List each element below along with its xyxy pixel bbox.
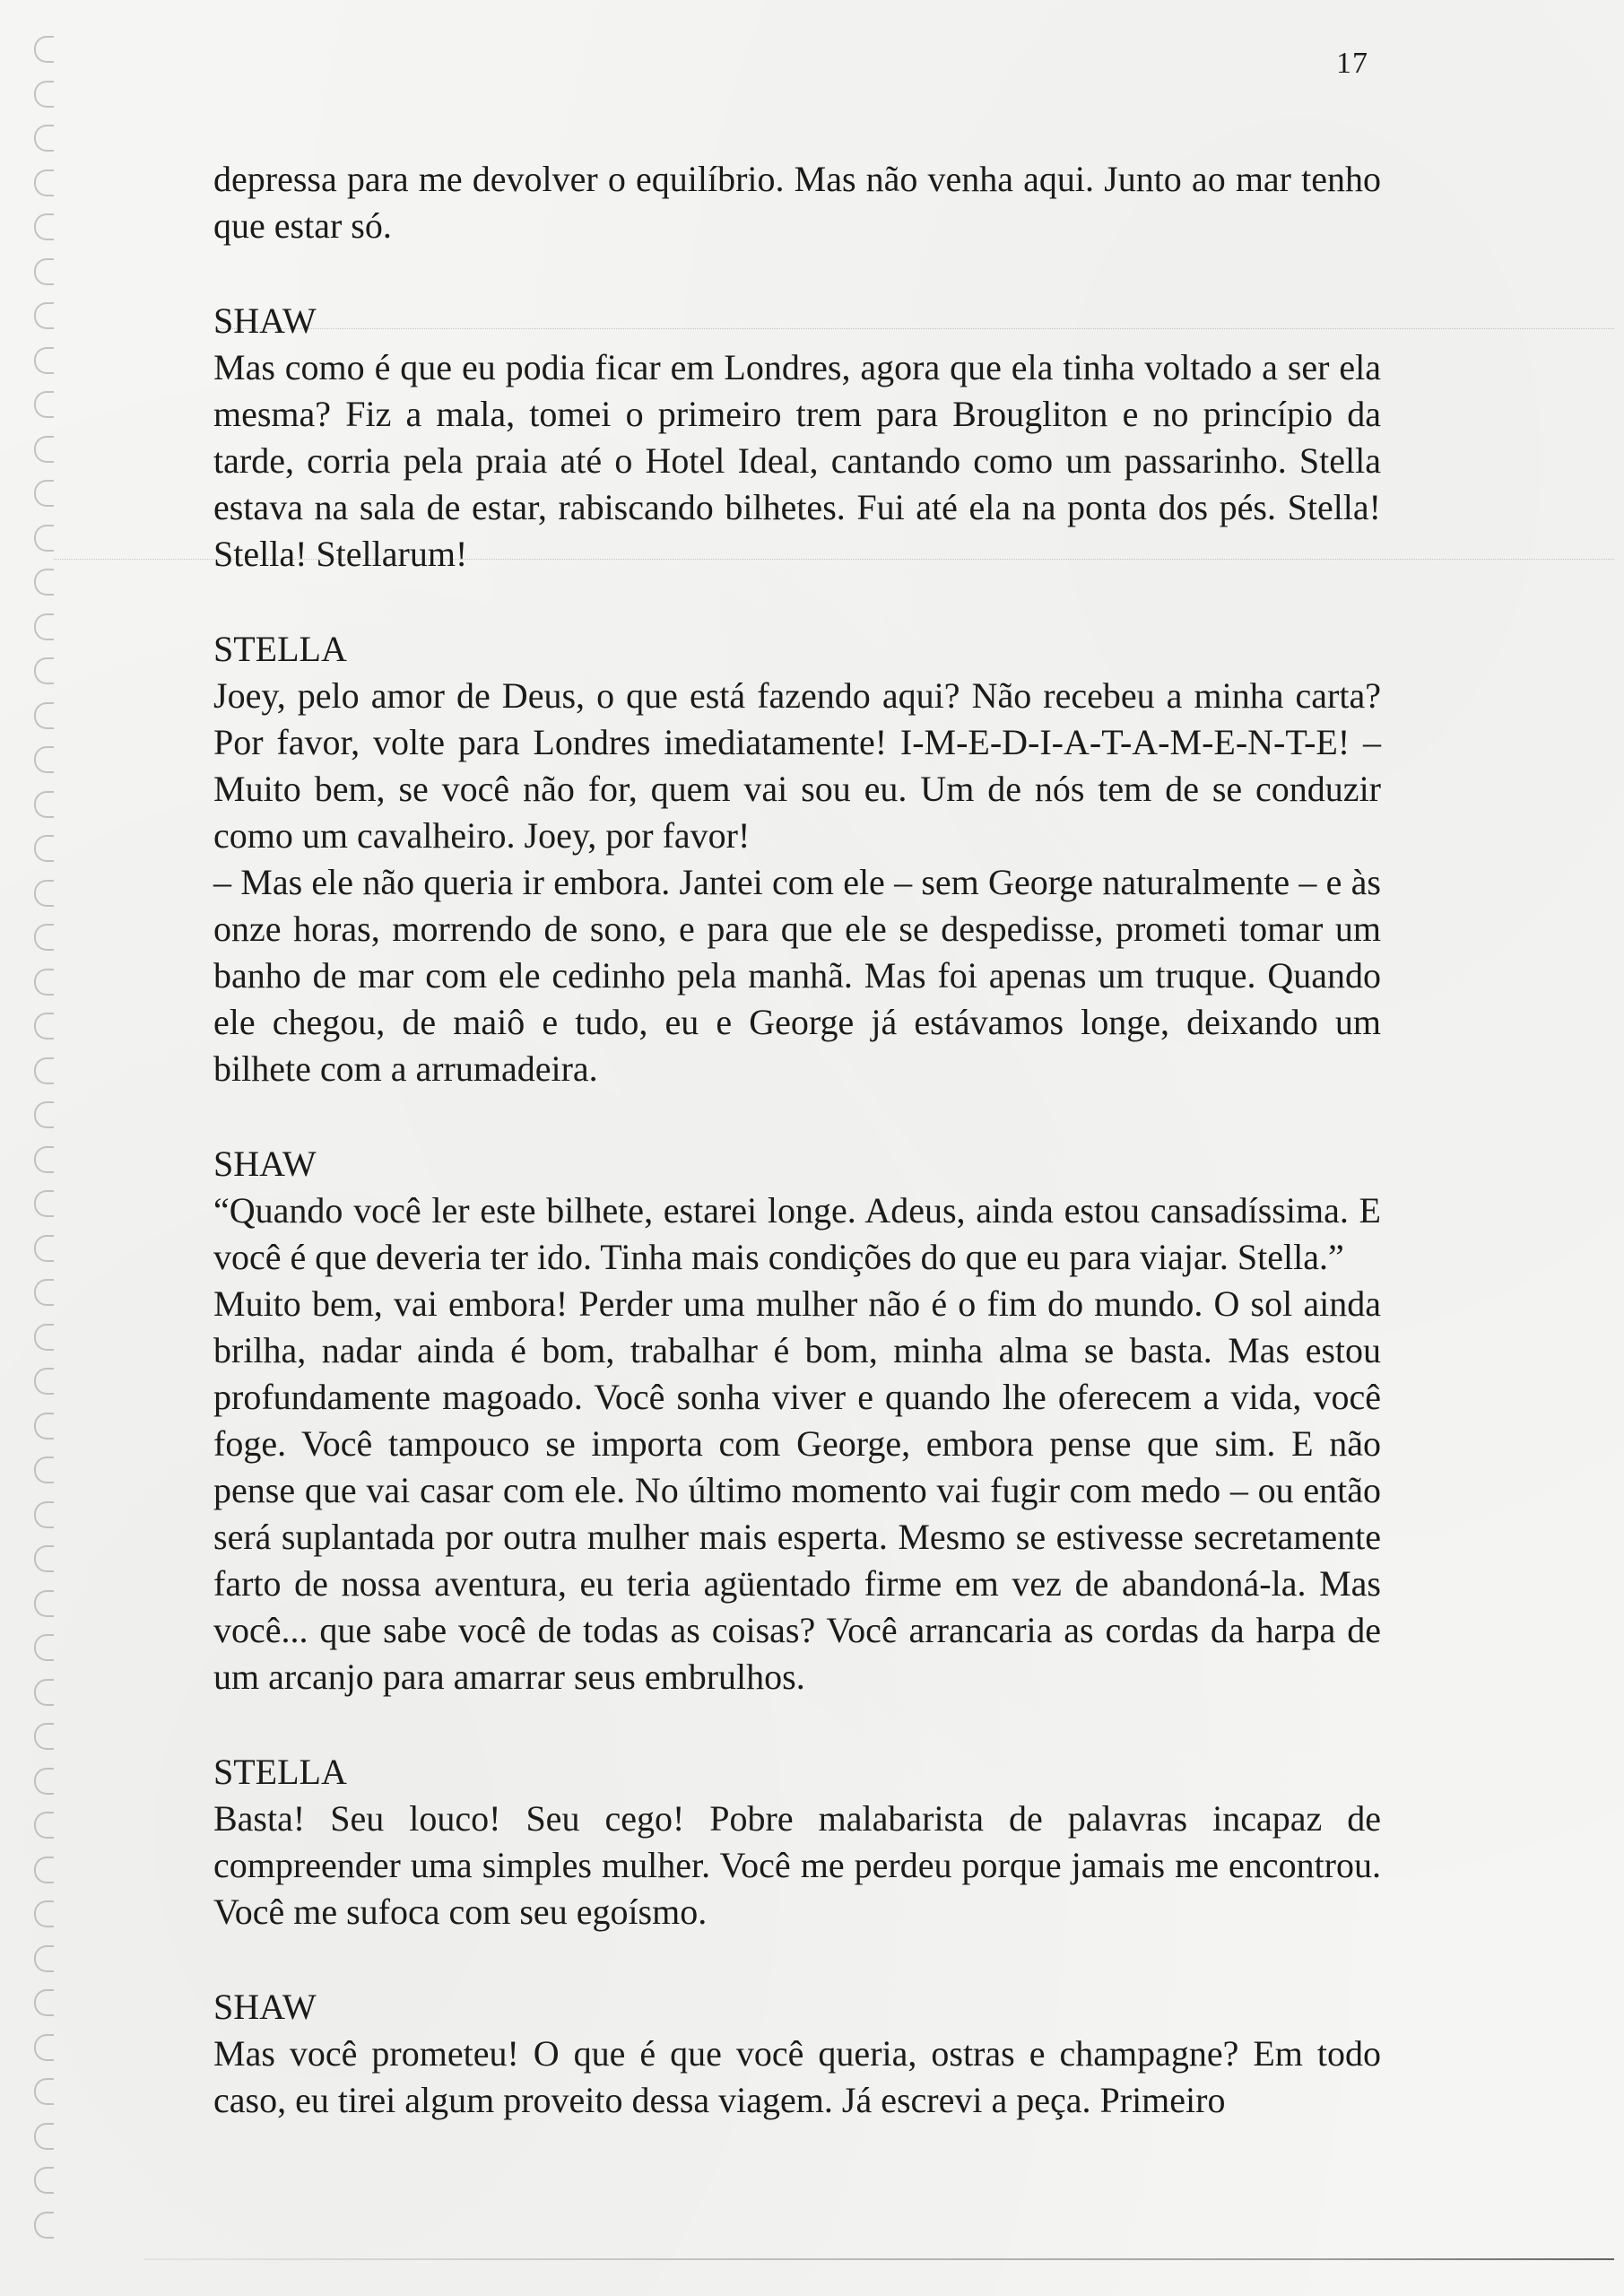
binding-ring bbox=[34, 1413, 54, 1439]
binding-ring bbox=[34, 1501, 54, 1528]
binding-ring bbox=[34, 347, 54, 374]
dialogue-text: Mas como é que eu podia ficar em Londres, agora que ela tinha voltado a ser ela mesma? Fiz a mala, tomei o primeiro trem para Brougliton e no princípio da tarde, corria pela praia até o Hotel Ideal, cantando como um passarinho. Stella estava na sala de estar, rabiscando bilhetes. Fui até ela na ponta dos pés. Stella! Stella! Stellarum! bbox=[213, 347, 1381, 574]
binding-ring bbox=[34, 258, 54, 285]
speaker-name: SHAW bbox=[213, 1987, 317, 2027]
binding-ring bbox=[34, 702, 54, 729]
binding-ring bbox=[34, 1279, 54, 1306]
binding-ring bbox=[34, 1324, 54, 1351]
dialogue-text: Muito bem, vai embora! Perder uma mulher não é o fim do mundo. O sol ainda brilha, nadar ainda é bom, trabalhar é bom, minha alma se basta. Mas estou profundamente magoado. Você sonha viver e quando lhe oferecem a vida, você foge. Você tampouco se importa com George, embora pense que sim. E não pense que vai casar com ele. No último momento vai fugir com medo – ou então será suplantada por outra mulher mais esperta. Mesmo se estivesse secretamente farto de nossa aventura, eu teria agüentado firme em vez de abandoná-la. Mas você... que sabe você de todas as coisas? Você arrancaria as cordas da harpa de um arcanjo para amarrar seus embrulhos. bbox=[213, 1283, 1381, 1697]
binding-ring bbox=[34, 525, 54, 552]
binding-ring bbox=[34, 2034, 54, 2061]
binding-ring bbox=[34, 302, 54, 329]
binding-ring bbox=[34, 1723, 54, 1750]
binding-ring bbox=[34, 81, 54, 108]
spiral-binding bbox=[16, 36, 70, 2278]
binding-ring bbox=[34, 1190, 54, 1217]
binding-ring bbox=[34, 791, 54, 818]
binding-ring bbox=[34, 1857, 54, 1883]
binding-ring bbox=[34, 1057, 54, 1084]
binding-ring bbox=[34, 1900, 54, 1927]
binding-ring bbox=[34, 36, 54, 63]
binding-ring bbox=[34, 924, 54, 951]
binding-ring bbox=[34, 880, 54, 907]
binding-ring bbox=[34, 835, 54, 862]
binding-ring bbox=[34, 1989, 54, 2016]
binding-ring bbox=[34, 1013, 54, 1039]
binding-ring bbox=[34, 1768, 54, 1795]
page-bottom-edge bbox=[143, 2258, 1614, 2260]
binding-ring bbox=[34, 569, 54, 596]
speaker-name: SHAW bbox=[213, 300, 317, 341]
binding-ring bbox=[34, 1368, 54, 1395]
binding-ring bbox=[34, 2123, 54, 2150]
speaker-name: SHAW bbox=[213, 1144, 317, 1184]
binding-ring bbox=[34, 1634, 54, 1661]
binding-ring bbox=[34, 1590, 54, 1617]
binding-ring bbox=[34, 1457, 54, 1483]
binding-ring bbox=[34, 391, 54, 418]
dialogue-text: Mas você prometeu! O que é que você queria, ostras e champagne? Em todo caso, eu tirei algum proveito dessa viagem. Já escrevi a peça. Primeiro bbox=[213, 2033, 1381, 2120]
binding-ring bbox=[34, 480, 54, 507]
binding-ring bbox=[34, 2078, 54, 2105]
binding-ring bbox=[34, 1679, 54, 1706]
binding-ring bbox=[34, 213, 54, 240]
document-body bbox=[213, 156, 1381, 2124]
binding-ring bbox=[34, 170, 54, 196]
dialogue-text: depressa para me devolver o equilíbrio. Mas não venha aqui. Junto ao mar tenho que estar só. bbox=[213, 159, 1381, 246]
binding-ring bbox=[34, 1146, 54, 1173]
binding-ring bbox=[34, 657, 54, 684]
page-number: 17 bbox=[1336, 47, 1368, 80]
speaker-name: STELLA bbox=[213, 629, 347, 669]
dialogue-text: – Mas ele não queria ir embora. Jantei com ele – sem George naturalmente – e às onze horas, morrendo de sono, e para que ele se despedisse, prometi tomar um banho de mar com ele cedinho pela manhã. Mas foi apenas um truque. Quando ele chegou, de maiô e tudo, eu e George já estávamos longe, deixando um bilhete com a arrumadeira. bbox=[213, 862, 1381, 1089]
binding-ring bbox=[34, 969, 54, 996]
binding-ring bbox=[34, 1101, 54, 1128]
dialogue-text: Joey, pelo amor de Deus, o que está fazendo aqui? Não recebeu a minha carta? Por favor, volte para Londres imediatamente! I-M-E-D-I-A-T-A-M-E-N-T-E! – Muito bem, se você não for, quem vai sou eu. Um de nós tem de se conduzir como um cavalheiro. Joey, por favor! bbox=[213, 675, 1381, 856]
binding-ring bbox=[34, 1945, 54, 1972]
binding-ring bbox=[34, 1545, 54, 1572]
binding-ring bbox=[34, 2212, 54, 2239]
binding-ring bbox=[34, 1235, 54, 1262]
binding-ring bbox=[34, 125, 54, 152]
speaker-name: STELLA bbox=[213, 1752, 347, 1792]
binding-ring bbox=[34, 1812, 54, 1839]
binding-ring bbox=[34, 613, 54, 640]
binding-ring bbox=[34, 746, 54, 773]
binding-ring bbox=[34, 436, 54, 463]
dialogue-text: “Quando você ler este bilhete, estarei longe. Adeus, ainda estou cansadíssima. E você é que deveria ter ido. Tinha mais condições do que eu para viajar. Stella.” bbox=[213, 1190, 1381, 1277]
dialogue-text: Basta! Seu louco! Seu cego! Pobre malabarista de palavras incapaz de compreender uma simples mulher. Você me perdeu porque jamais me encontrou. Você me sufoca com seu egoísmo. bbox=[213, 1798, 1381, 1932]
binding-ring bbox=[34, 2167, 54, 2194]
